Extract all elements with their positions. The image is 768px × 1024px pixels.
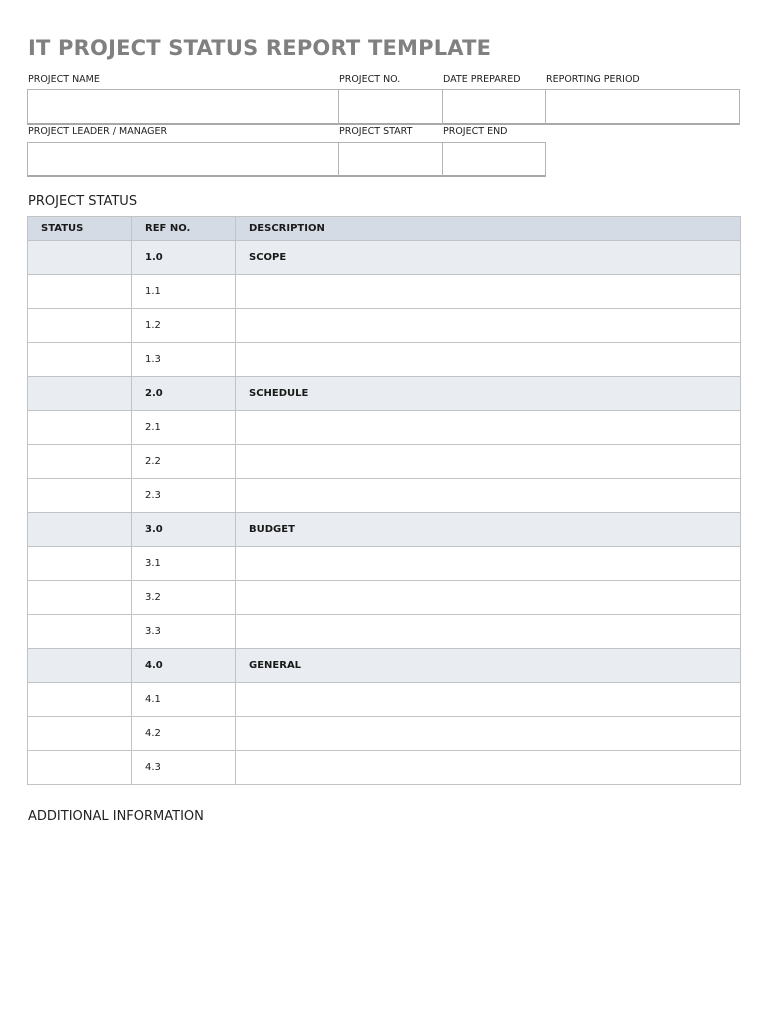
- reporting-period-field[interactable]: [545, 89, 740, 125]
- status-cell[interactable]: [28, 615, 132, 649]
- description-cell[interactable]: [236, 411, 741, 445]
- status-cell[interactable]: [28, 241, 132, 275]
- project-start-field[interactable]: [338, 142, 443, 177]
- table-row: [28, 445, 741, 479]
- status-cell[interactable]: [28, 581, 132, 615]
- table-section-row: [28, 241, 741, 275]
- additional-information-area[interactable]: [28, 830, 740, 990]
- table-section-row: [28, 649, 741, 683]
- description-cell[interactable]: GENERAL: [236, 649, 741, 683]
- project-leader-label: PROJECT LEADER / MANAGER: [28, 126, 168, 137]
- status-cell[interactable]: [28, 683, 132, 717]
- ref-no-cell: 2.2: [132, 445, 236, 479]
- project-status-table: [27, 216, 741, 785]
- ref-no-cell: 3.3: [132, 615, 236, 649]
- status-cell[interactable]: [28, 275, 132, 309]
- status-cell[interactable]: [28, 309, 132, 343]
- status-cell[interactable]: [28, 717, 132, 751]
- ref-no-cell: 4.0: [132, 649, 236, 683]
- description-cell[interactable]: [236, 445, 741, 479]
- project-no-field[interactable]: [338, 89, 443, 125]
- status-cell[interactable]: [28, 649, 132, 683]
- description-cell[interactable]: [236, 309, 741, 343]
- description-column-header: DESCRIPTION: [236, 217, 741, 241]
- ref-no-cell: 3.1: [132, 547, 236, 581]
- status-cell[interactable]: [28, 343, 132, 377]
- project-leader-field[interactable]: [27, 142, 339, 177]
- description-cell[interactable]: [236, 615, 741, 649]
- ref-no-cell: 4.1: [132, 683, 236, 717]
- description-cell[interactable]: [236, 683, 741, 717]
- ref-no-cell: 1.2: [132, 309, 236, 343]
- project-end-field[interactable]: [442, 142, 546, 177]
- table-row: [28, 479, 741, 513]
- table-row: [28, 615, 741, 649]
- table-row: [28, 309, 741, 343]
- project-start-label: PROJECT START: [339, 126, 413, 137]
- ref-no-cell: 1.3: [132, 343, 236, 377]
- ref-no-cell: 1.1: [132, 275, 236, 309]
- ref-no-cell: 2.0: [132, 377, 236, 411]
- table-section-row: [28, 377, 741, 411]
- description-cell[interactable]: [236, 581, 741, 615]
- description-cell[interactable]: [236, 717, 741, 751]
- project-no-label: PROJECT NO.: [339, 74, 401, 85]
- description-cell[interactable]: BUDGET: [236, 513, 741, 547]
- project-name-field[interactable]: [27, 89, 339, 125]
- project-status-heading: PROJECT STATUS: [28, 194, 138, 209]
- project-name-label: PROJECT NAME: [28, 74, 100, 85]
- description-cell[interactable]: SCHEDULE: [236, 377, 741, 411]
- description-cell[interactable]: SCOPE: [236, 241, 741, 275]
- ref-no-column-header: REF NO.: [132, 217, 236, 241]
- ref-no-cell: 3.0: [132, 513, 236, 547]
- ref-no-cell: 3.2: [132, 581, 236, 615]
- ref-no-cell: 4.3: [132, 751, 236, 785]
- status-cell[interactable]: [28, 751, 132, 785]
- page-title: IT PROJECT STATUS REPORT TEMPLATE: [28, 36, 492, 60]
- description-cell[interactable]: [236, 547, 741, 581]
- ref-no-cell: 2.1: [132, 411, 236, 445]
- table-row: [28, 411, 741, 445]
- reporting-period-label: REPORTING PERIOD: [546, 74, 640, 85]
- description-cell[interactable]: [236, 479, 741, 513]
- table-header-row: [28, 217, 741, 241]
- status-cell[interactable]: [28, 547, 132, 581]
- date-prepared-field[interactable]: [442, 89, 546, 125]
- description-cell[interactable]: [236, 275, 741, 309]
- table-row: [28, 751, 741, 785]
- additional-information-heading: ADDITIONAL INFORMATION: [28, 809, 204, 824]
- table-row: [28, 581, 741, 615]
- ref-no-cell: 4.2: [132, 717, 236, 751]
- date-prepared-label: DATE PREPARED: [443, 74, 521, 85]
- table-section-row: [28, 513, 741, 547]
- table-row: [28, 547, 741, 581]
- description-cell[interactable]: [236, 343, 741, 377]
- ref-no-cell: 2.3: [132, 479, 236, 513]
- ref-no-cell: 1.0: [132, 241, 236, 275]
- table-row: [28, 717, 741, 751]
- table-row: [28, 343, 741, 377]
- description-cell[interactable]: [236, 751, 741, 785]
- project-end-label: PROJECT END: [443, 126, 508, 137]
- status-cell[interactable]: [28, 445, 132, 479]
- status-cell[interactable]: [28, 377, 132, 411]
- status-column-header: STATUS: [28, 217, 132, 241]
- table-row: [28, 275, 741, 309]
- status-cell[interactable]: [28, 411, 132, 445]
- status-cell[interactable]: [28, 513, 132, 547]
- status-cell[interactable]: [28, 479, 132, 513]
- table-row: [28, 683, 741, 717]
